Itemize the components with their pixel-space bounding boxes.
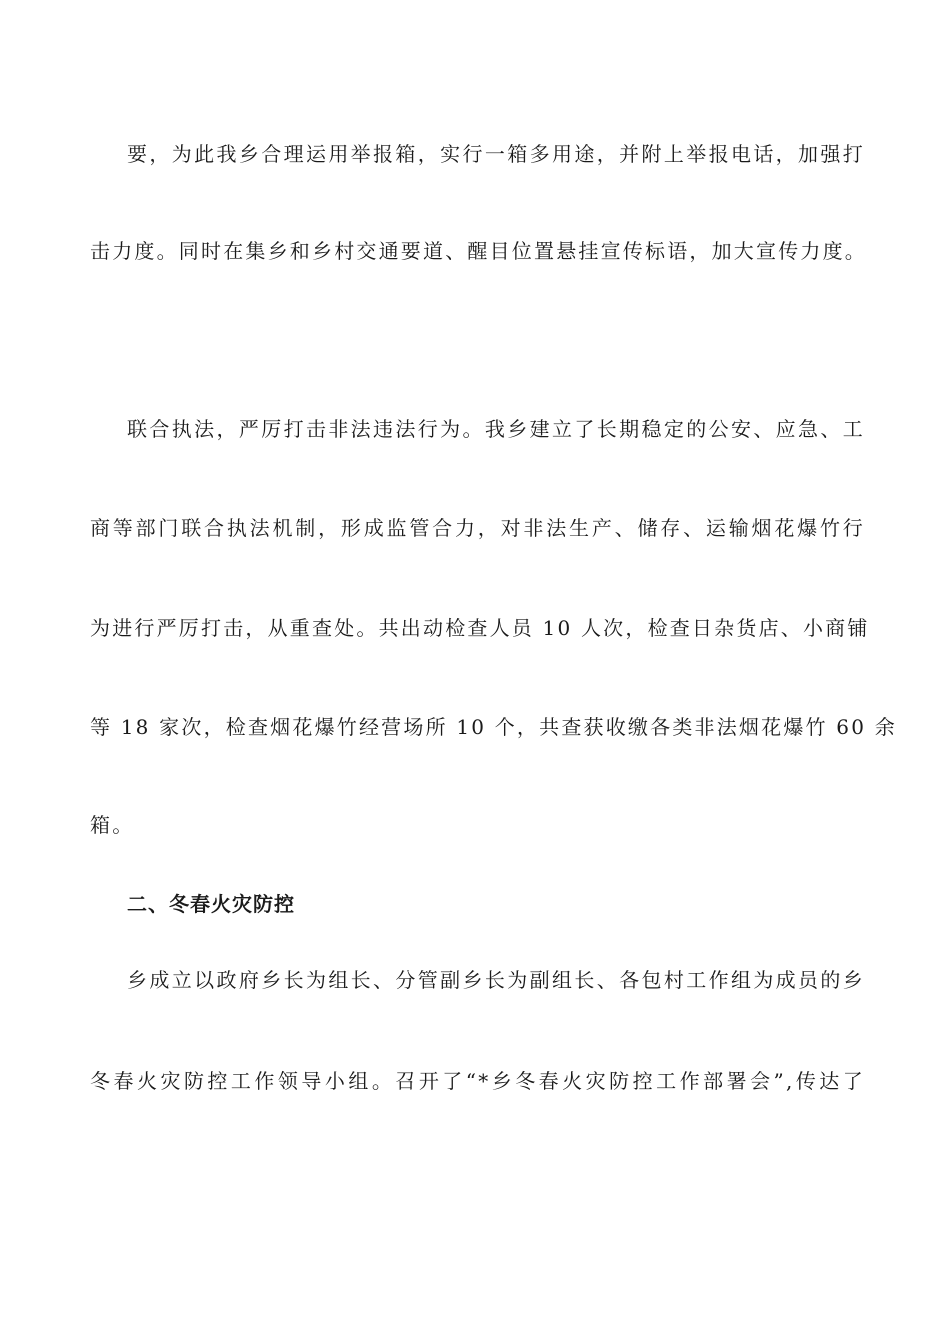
paragraph-2-line-3: 为进行严厉打击，从重查处。共出动检查人员 10 人次，检查日杂货店、小商铺 [90,616,870,640]
paragraph-2-line-2: 商等部门联合执法机制，形成监管合力，对非法生产、储存、运输烟花爆竹行 [90,516,865,540]
paragraph-1-line-1: 要，为此我乡合理运用举报箱，实行一箱多用途，并附上举报电话，加强打 [127,142,865,166]
paragraph-1-line-2: 击力度。同时在集乡和乡村交通要道、醒目位置悬挂宣传标语，加大宣传力度。 [90,239,867,263]
paragraph-2-line-4: 等 18 家次，检查烟花爆竹经营场所 10 个，共查获收缴各类非法烟花爆竹 60 余 [90,715,897,739]
paragraph-3-line-1: 乡成立以政府乡长为组长、分管副乡长为副组长、各包村工作组为成员的乡 [127,968,865,992]
paragraph-2-line-5: 箱。 [90,813,135,837]
paragraph-2-line-1: 联合执法，严厉打击非法违法行为。我乡建立了长期稳定的公安、应急、工 [127,417,865,441]
section-heading: 二、冬春火灾防控 [127,892,295,916]
paragraph-3-line-2: 冬春火灾防控工作领导小组。召开了“*乡冬春火灾防控工作部署会”,传达了 [90,1069,865,1093]
